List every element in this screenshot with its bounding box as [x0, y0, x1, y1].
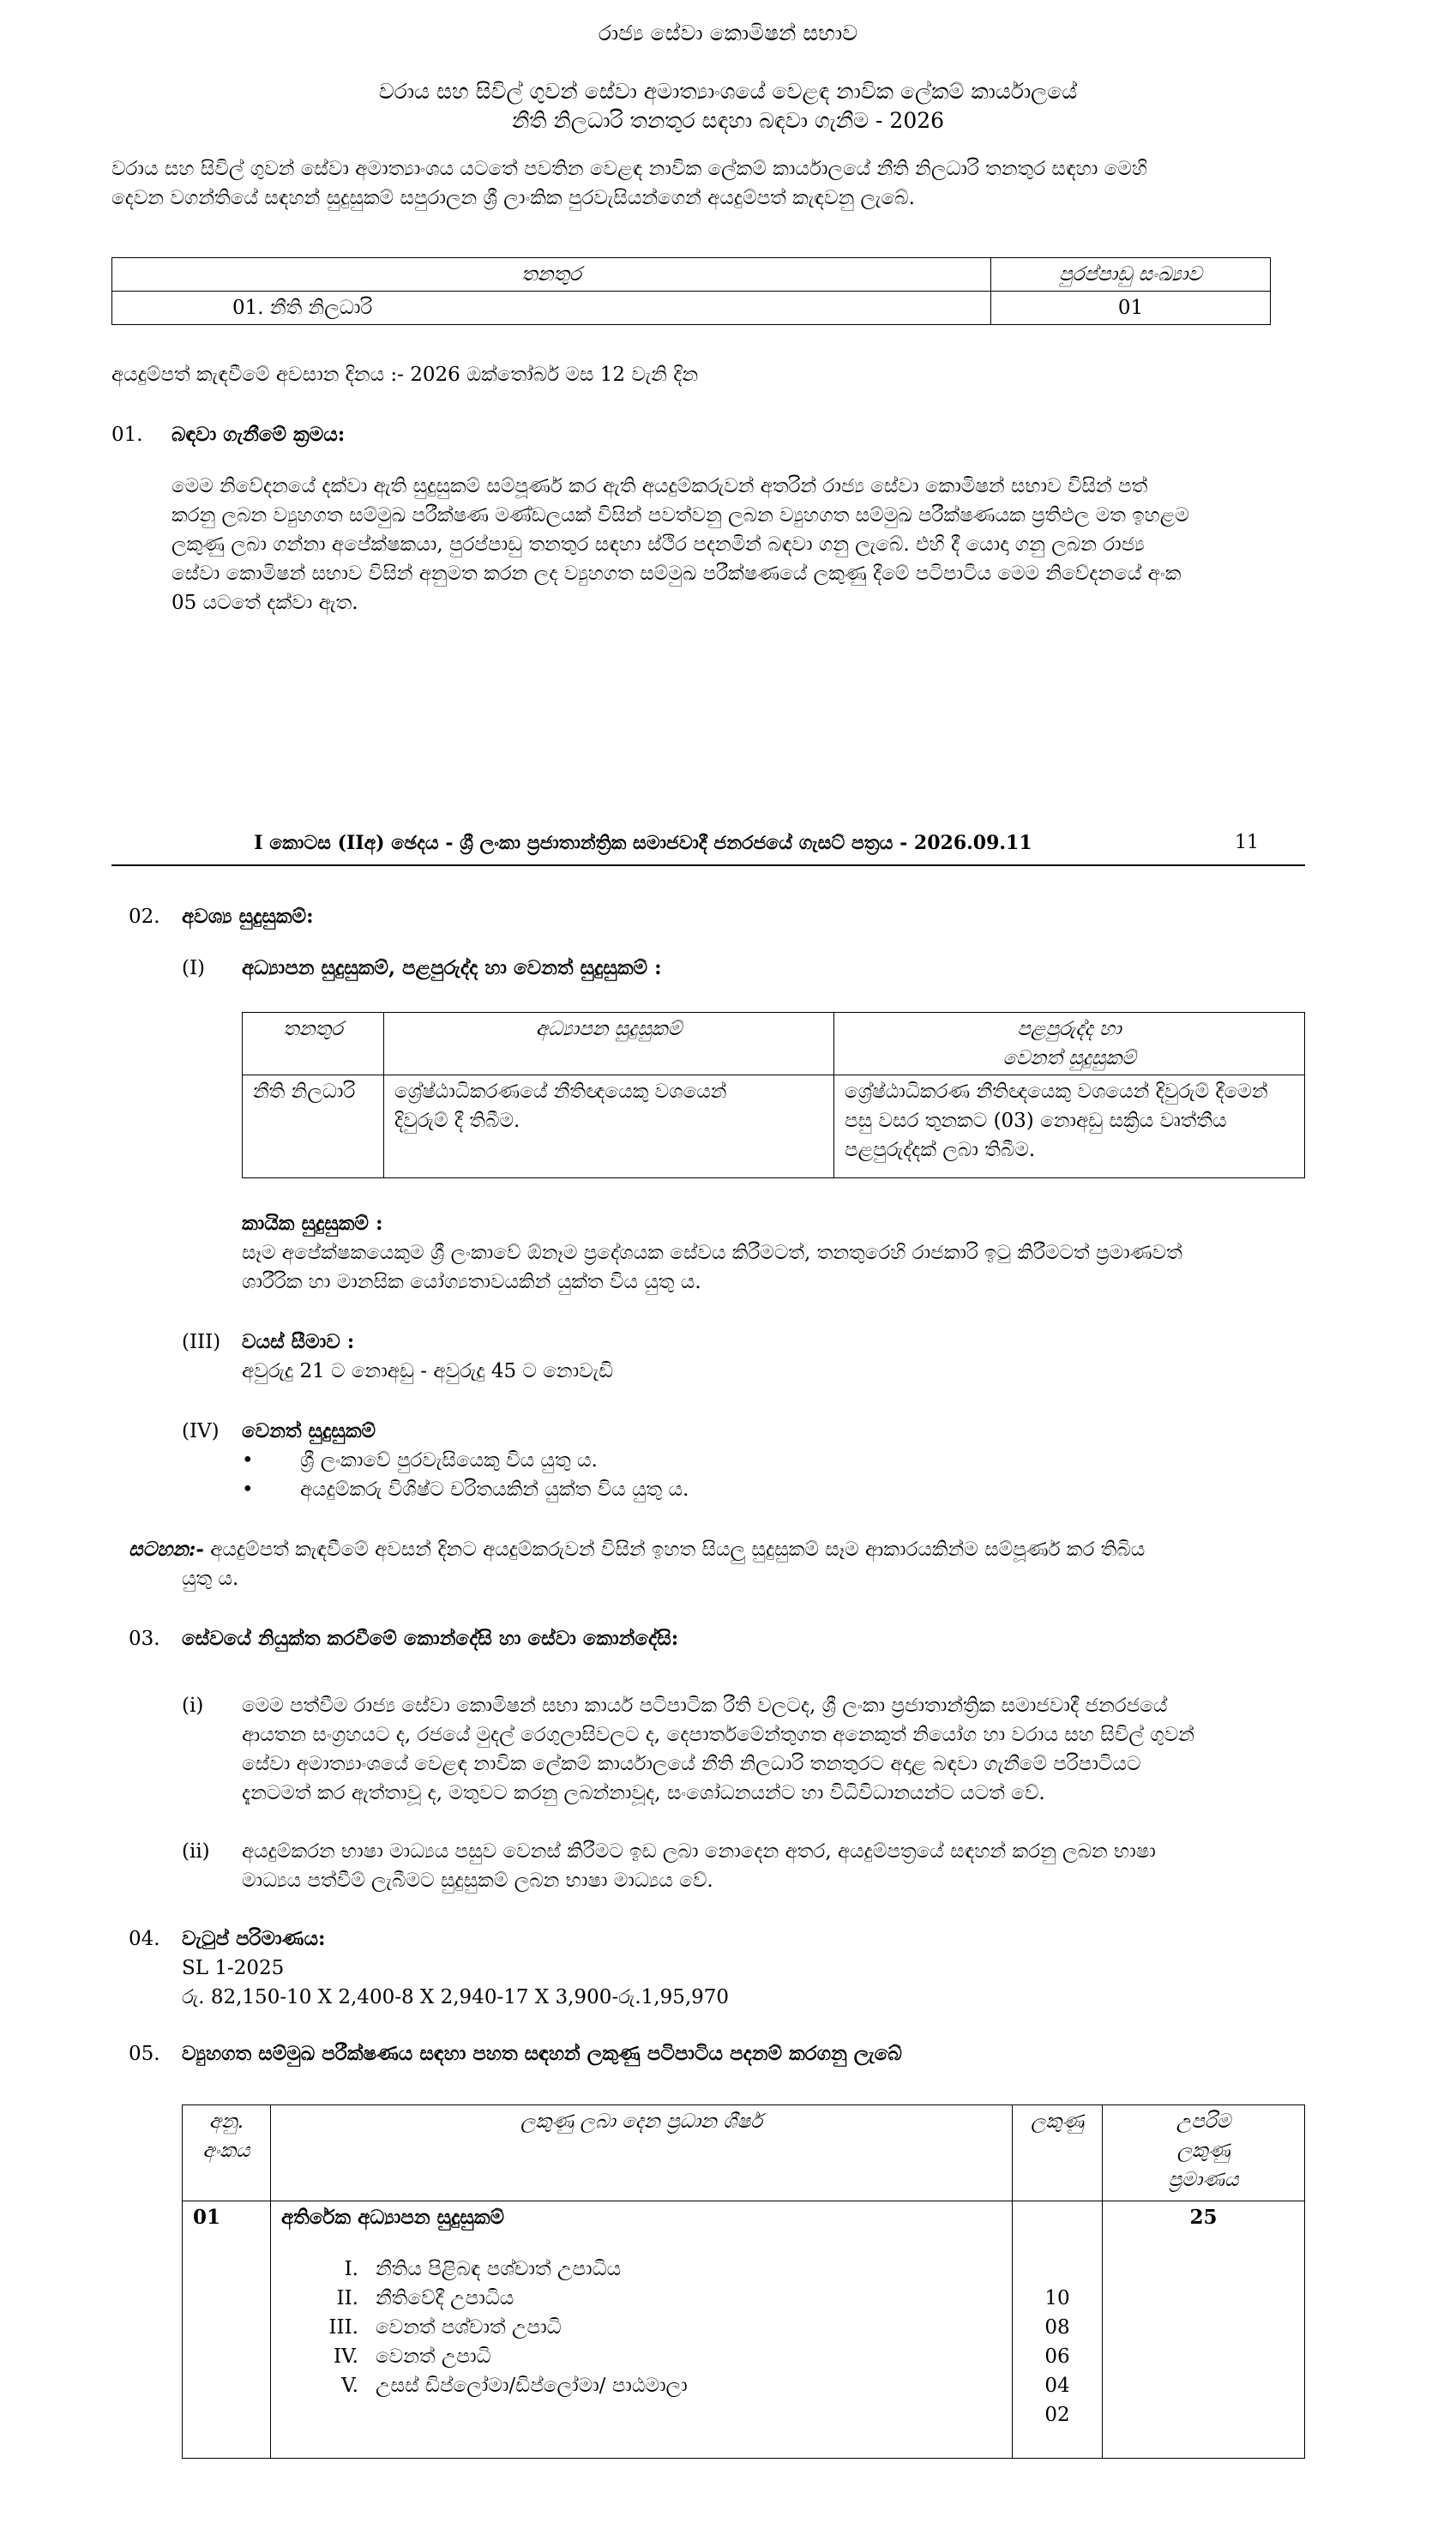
section2-sub1-heading: අධ්‍යාපන සුදුසුකම්, පළපුරුද්ද හා වෙනත් සුදුසුකම් : [242, 956, 662, 979]
marking-header-number-line1: අනු. [208, 2110, 244, 2133]
physical-heading: කායික සුදුසුකම් : [242, 1212, 383, 1235]
other-qual-item: • අයදුම්කරු විශිෂ්ට චරිතයකින් යුක්ත විය යුතු ය. [242, 1478, 689, 1501]
marking-header-max-line1: උපරිම [1176, 2110, 1231, 2133]
section1-line: මෙම නිවේදනයේ දක්වා ඇති සුදුසුකම් සම්පූර්ණ කර ඇති අයදුම්කරුවන් අතරින් රාජ්‍ය සේවා කොමිෂන් සභාව විසින් පත් [171, 475, 1148, 497]
marking-header-marks: ලකුණු [1013, 2105, 1103, 2201]
qualifications-table [242, 1012, 1305, 1178]
marking-sub-title: වෙනත් උපාධි [376, 2345, 491, 2368]
notice-title-line1: වරාය සහ සිවිල් ගුවන් සේවා අමාත්‍යාංශයේ වෙළඳ නාවික ලේකම් කාර්යාලයේ [378, 79, 1078, 104]
age-limit: අවුරුදු 21 ට නොඅඩු - අවුරුදු 45 ට නොවැඩි [242, 1360, 614, 1382]
section5-heading: ව්‍යුහගත සම්මුඛ පරීක්ෂණය සඳහා පහත සඳහන් ලකුණු පටිපාටිය පදනම් කරගනු ලැබේ [182, 2042, 902, 2065]
vacancy-header-count: පුරප්පාඩු සංඛ්‍යාව [991, 258, 1271, 292]
marking-row-title: අතිරේක අධ්‍යාපන සුදුසුකම් [281, 2206, 505, 2229]
section1-body [171, 472, 1303, 617]
marking-header-number-line2: අංකය [202, 2140, 250, 2162]
qual-header-experience-line2: වෙනත් සුදුසුකම් [1002, 1047, 1136, 1069]
section2-sub3-number: (III) [182, 1331, 221, 1353]
qual-header-experience [834, 1013, 1305, 1075]
other-qual-heading: වෙනත් සුදුසුකම් [242, 1419, 376, 1442]
marking-sub-title: නීතිය පිළිබඳ පශ්චාත් උපාධිය [376, 2258, 622, 2280]
marking-sub-title: නීතිවේදී උපාධිය [376, 2287, 514, 2309]
qual-post-cell: නීති නිලධාරි [243, 1075, 384, 1178]
physical-line: ශාරීරික හා මානසික යෝග්‍යතාවයකින් යුක්ත විය යුතු ය. [242, 1271, 701, 1293]
section1-line: කරනු ලබන ව්‍යුහගත සම්මුඛ පරීක්ෂණ මණ්ඩලයක් විසින් පවත්වනු ලබන ව්‍යුහගත සම්මුඛ පරීක්ෂණයක ප්‍රතිඵල මත ඉහළම [171, 504, 1189, 527]
marking-sub-number: IV. [334, 2345, 358, 2368]
marking-header-title: ලකුණු ලබා දෙන ප්‍රධාන ශීර්ෂ [271, 2105, 1013, 2201]
header-divider [111, 864, 1305, 866]
marking-sub-number: V. [341, 2375, 358, 2397]
marking-sub-marks: 06 [1044, 2345, 1070, 2368]
qual-education-cell [384, 1075, 834, 1178]
marking-header-number [183, 2105, 271, 2201]
section3-item2-number: (ii) [182, 1840, 210, 1863]
gazette-page-number: 11 [1235, 832, 1259, 853]
section3-item2-line: මාධ්‍යය පත්වීම් ලැබීමට සුදුසුකම් ලබන භාෂා මාධ්‍යය වේ. [242, 1870, 713, 1892]
section3-item1-line: මෙම පත්වීම රාජ්‍ය සේවා කොමිෂන් සභා කාර්ය පටිපාටික රීති වලටද, ශ්‍රී ලංකා ප්‍රජාතාන්ත්‍රික සමාජවාදී ජනරජයේ [242, 1695, 1168, 1717]
section3-item1-line: ආයතන සංග්‍රහයට ද, රජයේ මුදල් රෙගුලාසිවලට ද, දෙපාර්තමේන්තුගත අනෙකුත් නියෝග හා වරාය සහ සිවිල් ගුවන් [242, 1724, 1194, 1746]
section3-item1-number: (i) [182, 1695, 204, 1717]
physical-body [242, 1238, 1305, 1297]
section4-number: 04. [129, 1928, 160, 1950]
qual-header-education: අධ්‍යාපන සුදුසුකම් [384, 1013, 834, 1075]
other-qual-list [242, 1446, 689, 1504]
section3-number: 03. [129, 1628, 160, 1650]
section1-line: ලකුණු ලබා ගන්නා අපේක්ෂකයා, පුරප්පාඩු තනතුර සඳහා ස්ථිර පදනමින් බඳවා ගනු ලැබේ. එහි දී යොදා ගනු ලබන රාජ්‍ය [171, 533, 1145, 556]
marking-sub-marks: 08 [1044, 2316, 1070, 2339]
marking-row-number: 01 [183, 2201, 271, 2459]
marking-sub-marks: 02 [1044, 2404, 1070, 2426]
section1-heading: බඳවා ගැනීමේ ක්‍රමය: [171, 423, 346, 446]
other-qual-text: ශ්‍රී ලංකාවේ පුරවැසියෙකු විය යුතු ය. [300, 1449, 598, 1472]
vacancy-header-post: තනතුර [112, 258, 991, 292]
section1-line: සේවා කොමිෂන් සභාව විසින් අනුමත කරන ලද ව්‍යුහගත සම්මුඛ පරීක්ෂණයේ ලකුණු දීමේ පටිපාටිය මෙම නිවේදනයේ අංක [171, 563, 1182, 585]
intro-paragraph [111, 154, 1303, 213]
qual-header-post: තනතුර [243, 1013, 384, 1075]
marking-marks-cell [1013, 2201, 1103, 2459]
other-qual-text: අයදුම්කරු විශිෂ්ට චරිතයකින් යුක්ත විය යුතු ය. [300, 1478, 689, 1501]
qual-experience-cell [834, 1075, 1305, 1178]
note-label: සටහන:- [129, 1538, 204, 1561]
intro-line: දෙවන වගන්තියේ සඳහන් සුදුසුකම් සපුරාලන ශ්‍රී ලාංකික පුරවැසියන්ගෙන් අයදුම්පත් කැඳවනු ලැබේ. [111, 187, 915, 209]
vacancy-post-cell: 01. නීති නිලධාරි [112, 292, 991, 325]
notice-title-line2: නීති නිලධාරි තනතුර සඳහා බඳවා ගැනීම - 2026 [511, 108, 945, 133]
section2-sub4-number: (IV) [182, 1420, 220, 1442]
closing-date: අයදුම්පත් කැඳවීමේ අවසාන දිනය :- 2026 ඔක්තෝබර් මස 12 වැනි දින [111, 364, 699, 386]
section4-heading: වැටුප් පරිමාණය: [182, 1927, 326, 1950]
intro-line: වරාය සහ සිවිල් ගුවන් සේවා අමාත්‍යාංශය යටතේ පවතින වෙළඳ නාවික ලේකම් කාර්යාලයේ නීති නිලධාරි තනතුර සඳහා මෙහි [111, 158, 1147, 180]
marking-sub-number: III. [328, 2316, 358, 2339]
marking-sub-marks: 04 [1044, 2375, 1070, 2397]
qual-experience-line: ශ්‍රේෂ්ඨාධිකරණ නීතිඥයෙකු වශයෙන් දිවුරුම් දීමෙන් [845, 1081, 1268, 1103]
note-line: යුතු ය. [182, 1568, 239, 1590]
marking-sub-list [281, 2255, 1002, 2400]
section2-sub1-number: (I) [182, 957, 206, 979]
marking-header-max-line3: ප්‍රමාණය [1168, 2169, 1239, 2191]
marking-header-max [1103, 2105, 1305, 2201]
qual-experience-line: පසු වසර තුනකට (03) නොඅඩු සක්‍රිය වෘත්තීය [845, 1110, 1227, 1132]
vacancy-count-cell: 01 [991, 292, 1271, 325]
marking-sub-number: I. [344, 2258, 358, 2280]
section1-number: 01. [111, 424, 143, 446]
section3-item2-body [242, 1837, 1305, 1895]
section3-item1-body [242, 1691, 1305, 1808]
marking-sub-title: උසස් ඩිප්ලෝමා/ඩිප්ලෝමා/ පාඨමාලා [376, 2375, 688, 2397]
marking-header-max-line2: ලකුණු [1176, 2140, 1230, 2162]
note-line [129, 1535, 1305, 1564]
qual-header-experience-line1: පළපුරුද්ද හා [1017, 1018, 1122, 1040]
salary-scale: SL 1-2025 [182, 1957, 285, 1979]
note-text: අයදුම්පත් කැඳවීමේ අවසන් දිනට අයදුම්කරුවන් විසින් ඉහත සියලු සුදුසුකම් සෑම ආකාරයකින්ම සම්පූර්ණ කර තිබිය [203, 1538, 1146, 1561]
qual-experience-line: පළපුරුද්දක් ලබා තිබීම. [845, 1139, 1036, 1161]
vacancy-table [111, 257, 1271, 325]
marking-max-cell: 25 [1103, 2201, 1305, 2459]
org-name: රාජ්‍ය සේවා කොමිෂන් සභාව [598, 21, 858, 45]
section3-item2-line: අයදුම්කරන භාෂා මාධ්‍යය පසුව වෙනස් කිරීමට ඉඩ ලබා නොදෙන අතර, අයදුම්පත්‍රයේ සඳහන් කරනු ලබන භාෂා [242, 1840, 1156, 1863]
qual-education-line: දිවුරුම් දී තිබීම. [394, 1110, 520, 1132]
section1-line: 05 යටතේ දක්වා ඇත. [171, 592, 358, 614]
section3-item1-line: දැනටමත් කර ඇත්තාවූ ද, මතුවට කරනු ලබන්නාවූද, සංශෝධනයන්ට හා විධිවිධානයන්ට යටත් වේ. [242, 1782, 1045, 1804]
section5-number: 05. [129, 2043, 160, 2065]
marking-scheme-table [182, 2104, 1305, 2459]
salary-amount: රු. 82,150-10 X 2,400-8 X 2,940-17 X 3,900-රු.1,95,970 [182, 1986, 730, 2008]
section2-heading: අවශ්‍ය සුදුසුකම්: [182, 905, 314, 928]
age-heading: වයස් සීමාව : [242, 1330, 355, 1353]
marking-sub-title: වෙනත් පශ්චාත් උපාධි [376, 2316, 562, 2339]
gazette-header: I කොටස (IIඅ) ඡෙදය - ශ්‍රී ලංකා ප්‍රජාතාන්ත්‍රික සමාජවාදී ජනරජයේ ගැසට් පත්‍රය - 2026.09.11 [254, 832, 1032, 854]
other-qual-item: • ශ්‍රී ලංකාවේ පුරවැසියෙකු විය යුතු ය. [242, 1449, 598, 1472]
section3-item1-line: සේවා අමාත්‍යාංශයේ වෙළඳ නාවික ලේකම් කාර්යාලයේ නීති නිලධාරි තනතුරට අදාළ බඳවා ගැනීමේ පරිපාටියට [242, 1753, 1141, 1775]
marking-sub-marks: 10 [1044, 2287, 1070, 2309]
marking-row-content [271, 2201, 1013, 2459]
note [129, 1535, 1305, 1593]
physical-line: සෑම අපේක්ෂකයෙකුම ශ්‍රී ලංකාවේ ඕනෑම ප්‍රදේශයක සේවය කිරීමටත්, තනතුරෙහි රාජකාරි ඉටු කිරීමටත් ප්‍රමාණවත් [242, 1242, 1182, 1264]
section2-number: 02. [129, 906, 160, 928]
section3-heading: සේවයේ නියුක්ත කරවීමේ කොන්දේසි හා සේවා කොන්දේසි: [182, 1627, 679, 1650]
qual-education-line: ශ්‍රේෂ්ඨාධිකරණයේ නීතිඥයෙකු වශයෙන් [394, 1081, 727, 1103]
marking-sub-number: II. [336, 2287, 358, 2309]
